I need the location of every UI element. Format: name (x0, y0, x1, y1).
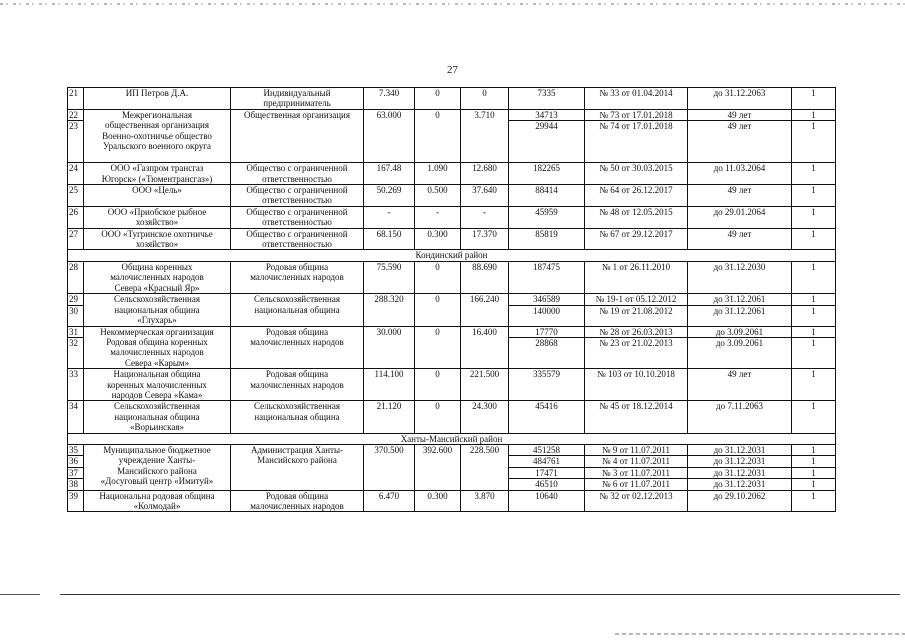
value-b: 0.300 (415, 490, 461, 512)
organization-type: Общество с ограниченной ответственностью (231, 185, 364, 207)
value-a: 30.000 (364, 326, 415, 369)
table-row (68, 163, 836, 185)
value-c: 3.710 (461, 109, 509, 162)
organization-name: Сельскохозяйственная национальная община «Ворьинская» (84, 401, 231, 433)
agreement-number: № 73 от 17.01.2018 (585, 109, 688, 120)
agreement-number: № 103 от 10.10.2018 (585, 369, 688, 401)
area-value: 484761 (509, 456, 585, 467)
organization-type: Родовая община малочисленных народов (231, 261, 364, 293)
organization-type: Общество с ограниченной ответственностью (231, 206, 364, 228)
table-row (68, 326, 836, 338)
term-value: до 31.12.2030 (688, 261, 792, 293)
organization-type: Общество с ограниченной ответственностью (231, 163, 364, 185)
scan-noise-bottom (615, 633, 905, 635)
table-row (68, 444, 836, 455)
count-value: 1 (792, 88, 836, 110)
row-number: 26 (68, 206, 84, 228)
row-number: 28 (68, 261, 84, 293)
count-value: 1 (792, 294, 836, 305)
row-number: 24 (68, 163, 84, 185)
term-value: до 3.09.2061 (688, 326, 792, 338)
agreement-number: № 33 от 01.04.2014 (585, 88, 688, 110)
page-footer-line (60, 594, 900, 595)
organization-type: Общество с ограниченной ответственностью (231, 228, 364, 250)
area-value: 346589 (509, 294, 585, 305)
organization-name: Межрегиональная общественная организация Военно-охотничье общество Уральского военного округа (84, 109, 231, 162)
value-c: 12.680 (461, 163, 509, 185)
count-value: 1 (792, 109, 836, 120)
organization-name: ИП Петров Д.А. (84, 88, 231, 110)
term-value: 49 лет (688, 228, 792, 250)
value-b: 0 (415, 369, 461, 401)
organization-name: ООО «Газпром трансгаз Югорск» («Тюментрансгаз») (84, 163, 231, 185)
organization-type: Сельскохозяйственная национальная община (231, 294, 364, 326)
value-c: 88.690 (461, 261, 509, 293)
term-value: 49 лет (688, 369, 792, 401)
table-row (68, 206, 836, 228)
agreement-number: № 4 от 11.07.2011 (585, 456, 688, 467)
area-value: 28868 (509, 338, 585, 369)
count-value: 1 (792, 369, 836, 401)
row-number: 29 (68, 294, 84, 305)
term-value: 49 лет (688, 109, 792, 120)
count-value: 1 (792, 326, 836, 338)
row-number: 34 (68, 401, 84, 433)
row-number: 23 (68, 121, 84, 163)
value-c: 3.870 (461, 490, 509, 512)
value-a: 63.000 (364, 109, 415, 162)
value-a: 68.150 (364, 228, 415, 250)
agreement-number: № 23 от 21.02.2013 (585, 338, 688, 369)
term-value: 49 лет (688, 121, 792, 163)
area-value: 46510 (509, 479, 585, 490)
agreement-number: № 67 от 29.12.2017 (585, 228, 688, 250)
agreement-number: № 45 от 18.12.2014 (585, 401, 688, 433)
agreement-number: № 1 от 26.11.2010 (585, 261, 688, 293)
row-number: 31 (68, 326, 84, 338)
agreement-number: № 6 от 11.07.2011 (585, 479, 688, 490)
value-c: 17.370 (461, 228, 509, 250)
organization-type: Общественная организация (231, 109, 364, 162)
term-value: до 31.12.2031 (688, 456, 792, 467)
count-value: 1 (792, 490, 836, 512)
term-value: до 29.01.2064 (688, 206, 792, 228)
value-b: 0 (415, 261, 461, 293)
value-a: 75.590 (364, 261, 415, 293)
term-value: до 3.09.2061 (688, 338, 792, 369)
organization-type: Сельскохозяйственная национальная община (231, 401, 364, 433)
page-footer-line-left (0, 594, 40, 595)
value-b: 0 (415, 326, 461, 369)
agreement-number: № 48 от 12.05.2015 (585, 206, 688, 228)
count-value: 1 (792, 261, 836, 293)
row-number: 37 (68, 467, 84, 478)
value-a: 114.100 (364, 369, 415, 401)
area-value: 45416 (509, 401, 585, 433)
area-value: 29944 (509, 121, 585, 163)
agreement-number: № 19 от 21.08.2012 (585, 305, 688, 326)
value-b: 0.500 (415, 185, 461, 207)
value-b: 0.300 (415, 228, 461, 250)
value-c: 166.240 (461, 294, 509, 326)
term-value: до 31.12.2031 (688, 479, 792, 490)
term-value: до 31.12.2061 (688, 305, 792, 326)
value-c: 228.500 (461, 444, 509, 490)
hunting-grounds-table (67, 87, 836, 512)
value-c: - (461, 206, 509, 228)
section-heading-khanty-mansiysky: Ханты-Мансийский район (68, 433, 836, 444)
value-c: 16.400 (461, 326, 509, 369)
area-value: 10640 (509, 490, 585, 512)
row-number: 25 (68, 185, 84, 207)
area-value: 45959 (509, 206, 585, 228)
area-value: 7335 (509, 88, 585, 110)
row-number: 32 (68, 338, 84, 369)
organization-name: ООО «Тугринское охотничье хозяйство» (84, 228, 231, 250)
term-value: до 31.12.2063 (688, 88, 792, 110)
row-number: 39 (68, 490, 84, 512)
value-c: 24.300 (461, 401, 509, 433)
agreement-number: № 32 от 02.12.2013 (585, 490, 688, 512)
value-c: 0 (461, 88, 509, 110)
value-b: 392.600 (415, 444, 461, 490)
organization-type: Родовая община малочисленных народов (231, 369, 364, 401)
count-value: 1 (792, 338, 836, 369)
area-value: 88414 (509, 185, 585, 207)
organization-name: ООО «Приобское рыбное хозяйство» (84, 206, 231, 228)
term-value: до 31.12.2031 (688, 467, 792, 478)
row-number: 21 (68, 88, 84, 110)
term-value: до 31.12.2031 (688, 444, 792, 455)
table-row (68, 261, 836, 293)
area-value: 182265 (509, 163, 585, 185)
organization-name: Муниципальное бюджетное учреждение Ханты- Мансийского района «Досуговый центр «Имитуй» (84, 444, 231, 490)
area-value: 187475 (509, 261, 585, 293)
term-value: до 11.03.2064 (688, 163, 792, 185)
table-row (68, 490, 836, 512)
organization-name: Община коренных малочисленных народов Севера «Красный Яр» (84, 261, 231, 293)
scan-noise-top (0, 3, 905, 5)
area-value: 34713 (509, 109, 585, 120)
value-a: 167.48 (364, 163, 415, 185)
table-row (68, 294, 836, 305)
agreement-number: № 9 от 11.07.2011 (585, 444, 688, 455)
organization-name: ООО «Цель» (84, 185, 231, 207)
table-row (68, 369, 836, 401)
area-value: 451258 (509, 444, 585, 455)
count-value: 1 (792, 163, 836, 185)
table-row (68, 109, 836, 120)
section-heading-kondinsky: Кондинский район (68, 250, 836, 261)
agreement-number: № 64 от 26.12.2017 (585, 185, 688, 207)
count-value: 1 (792, 206, 836, 228)
area-value: 335579 (509, 369, 585, 401)
table-row (68, 88, 836, 110)
value-a: - (364, 206, 415, 228)
value-a: 6.470 (364, 490, 415, 512)
value-a: 370.500 (364, 444, 415, 490)
value-a: 288.320 (364, 294, 415, 326)
organization-name: Национальная община коренных малочисленных народов Севера «Кама» (84, 369, 231, 401)
count-value: 1 (792, 228, 836, 250)
value-a: 7.340 (364, 88, 415, 110)
term-value: до 31.12.2061 (688, 294, 792, 305)
area-value: 17770 (509, 326, 585, 338)
row-number: 30 (68, 305, 84, 326)
section-row (68, 250, 836, 261)
term-value: до 7.11.2063 (688, 401, 792, 433)
organization-type: Индивидуальный предприниматель (231, 88, 364, 110)
table-row (68, 401, 836, 433)
value-b: 1.090 (415, 163, 461, 185)
agreement-number: № 19-1 от 05.12.2012 (585, 294, 688, 305)
organization-type: Родовая община малочисленных народов (231, 490, 364, 512)
table-row (68, 228, 836, 250)
value-a: 21.120 (364, 401, 415, 433)
value-b: 0 (415, 294, 461, 326)
term-value: 49 лет (688, 185, 792, 207)
row-number: 35 (68, 444, 84, 455)
count-value: 1 (792, 444, 836, 455)
agreement-number: № 74 от 17.01.2018 (585, 121, 688, 163)
count-value: 1 (792, 185, 836, 207)
row-number: 27 (68, 228, 84, 250)
count-value: 1 (792, 401, 836, 433)
organization-type: Родовая община малочисленных народов (231, 326, 364, 369)
area-value: 85819 (509, 228, 585, 250)
value-b: - (415, 206, 461, 228)
count-value: 1 (792, 305, 836, 326)
value-b: 0 (415, 88, 461, 110)
value-a: 50.269 (364, 185, 415, 207)
count-value: 1 (792, 121, 836, 163)
organization-type: Администрация Ханты- Мансийского района (231, 444, 364, 490)
organization-name: Национальна родовая община «Колмодай» (84, 490, 231, 512)
value-c: 221.500 (461, 369, 509, 401)
row-number: 36 (68, 456, 84, 467)
row-number: 22 (68, 109, 84, 120)
count-value: 1 (792, 467, 836, 478)
area-value: 17471 (509, 467, 585, 478)
section-row (68, 433, 836, 444)
count-value: 1 (792, 456, 836, 467)
organization-name: Сельскохозяйственная национальная община «Глухарь» (84, 294, 231, 326)
area-value: 140000 (509, 305, 585, 326)
value-c: 37.640 (461, 185, 509, 207)
value-b: 0 (415, 401, 461, 433)
table-row (68, 185, 836, 207)
agreement-number: № 28 от 26.03.2013 (585, 326, 688, 338)
agreement-number: № 3 от 11.07.2011 (585, 467, 688, 478)
row-number: 38 (68, 479, 84, 490)
term-value: до 29.10.2062 (688, 490, 792, 512)
page-number: 27 (447, 64, 458, 76)
value-b: 0 (415, 109, 461, 162)
organization-name: Некоммерческая организация Родовая община коренных малочисленных народов Севера «Карым» (84, 326, 231, 369)
row-number: 33 (68, 369, 84, 401)
agreement-number: № 50 от 30.03.2015 (585, 163, 688, 185)
count-value: 1 (792, 479, 836, 490)
